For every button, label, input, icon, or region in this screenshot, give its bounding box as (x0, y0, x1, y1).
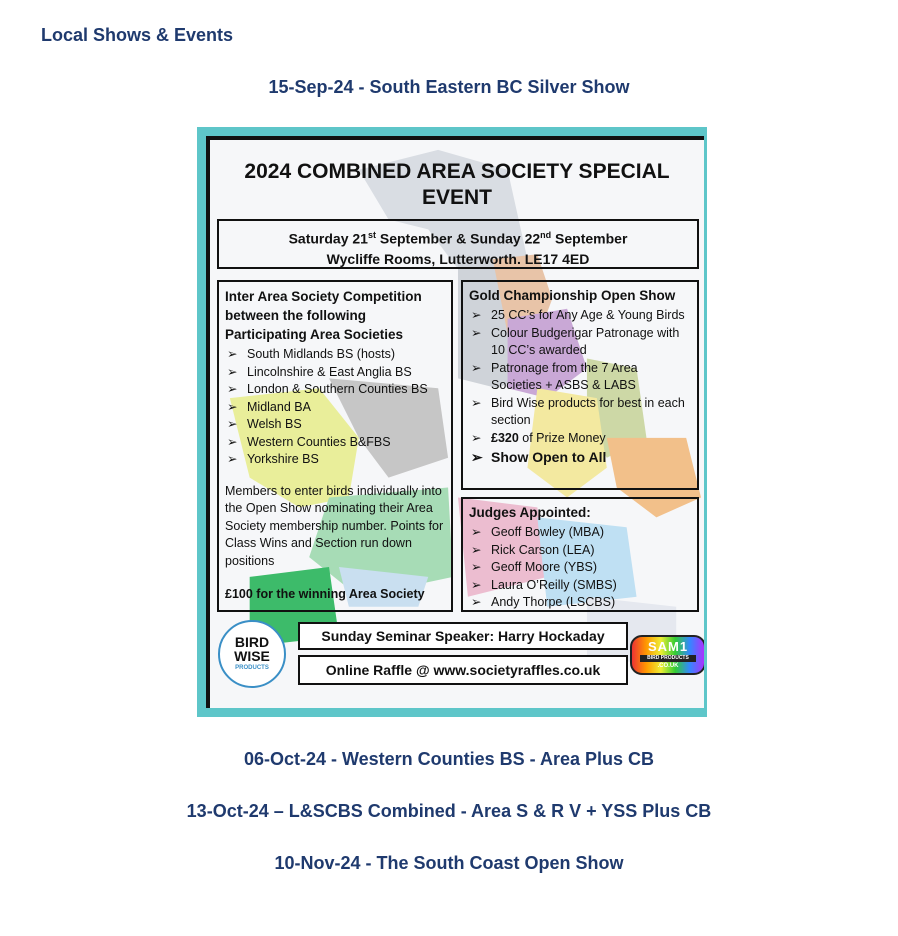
list-item: ➢ Patronage from the 7 Area Societies + ASBS & LABS (471, 360, 638, 392)
arrow-bullet-icon: ➢ (471, 595, 482, 609)
arrow-bullet-icon: ➢ (471, 525, 482, 539)
list-item: ➢ Bird Wise products for best in each section (471, 395, 685, 427)
list-item: ➢ Laura O’Reilly (SMBS) (469, 577, 691, 595)
sam1-logo: SAM1 BIRD PRODUCTS .CO.UK (630, 635, 704, 675)
list-item: ➢ London & Southern Counties BS (225, 381, 445, 399)
list-item: ➢ 25 CC’s for Any Age & Young Birds (469, 307, 691, 325)
seminar-box: Sunday Seminar Speaker: Harry Hockaday (298, 622, 628, 650)
competition-heading-1: Inter Area Society Competition (225, 289, 422, 304)
arrow-bullet-icon: ➢ (227, 347, 238, 361)
list-item: ➢ Rick Carson (LEA) (469, 542, 691, 560)
raffle-box: Online Raffle @ www.societyraffles.co.uk (298, 655, 628, 685)
birdwise-logo: BIRD WISE PRODUCTS (218, 620, 286, 688)
arrow-bullet-icon: ➢ (471, 325, 482, 340)
poster-title-line1: 2024 COMBINED AREA SOCIETY SPECIAL (244, 160, 670, 183)
event-lscbs-combined: 13-Oct-24 – L&SCBS Combined - Area S & R V + YSS Plus CB (186, 801, 712, 821)
area-society-prize: £100 for the winning Area Society (225, 587, 425, 601)
list-item: ➢ Western Counties B&FBS (225, 434, 445, 452)
championship-features-list (469, 307, 691, 467)
poster-inner (206, 136, 704, 708)
membership-paragraph: Members to enter birds individually into the Open Show nominating their Area Society membership number. Points for Class Wins and Section run down positions (225, 483, 444, 568)
arrow-bullet-icon: ➢ (471, 560, 482, 574)
inter-area-competition-box (217, 280, 453, 612)
poster-title-line2: EVENT (421, 186, 492, 209)
judges-list (469, 524, 691, 612)
arrow-bullet-icon: ➢ (471, 360, 482, 375)
event-venue: Wycliffe Rooms, Lutterworth. LE17 4ED (326, 250, 590, 267)
event-south-coast: 10-Nov-24 - The South Coast Open Show (274, 853, 624, 873)
arrow-bullet-icon: ➢ (227, 434, 238, 449)
arrow-bullet-icon: ➢ (227, 399, 238, 414)
event-poster (197, 127, 707, 717)
arrow-bullet-icon: ➢ (471, 308, 482, 322)
date-venue-box (217, 219, 699, 269)
event-western-counties: 06-Oct-24 - Western Counties BS - Area Plus CB (243, 749, 655, 769)
arrow-bullet-icon: ➢ (227, 364, 238, 379)
gold-championship-box (461, 280, 699, 490)
arrow-bullet-icon: ➢ (471, 542, 482, 557)
arrow-bullet-icon: ➢ (471, 449, 483, 465)
list-item: ➢ Geoff Bowley (MBA) (469, 524, 691, 542)
gold-championship-heading: Gold Championship Open Show (469, 288, 676, 303)
judges-heading: Judges Appointed: (469, 505, 591, 520)
event-dates: Saturday 21st September & Sunday 22nd September (288, 230, 628, 247)
arrow-bullet-icon: ➢ (227, 417, 238, 431)
list-item: ➢ Colour Budgerigar Patronage with 10 CC’s awarded (471, 325, 680, 357)
section-heading: Local Shows & Events (41, 25, 234, 45)
arrow-bullet-icon: ➢ (227, 382, 238, 396)
list-item: ➢ Yorkshire BS (225, 451, 445, 469)
judges-box (461, 497, 699, 612)
list-item: ➢ South Midlands BS (hosts) (225, 346, 445, 364)
list-item: ➢ Andy Thorpe (LSCBS) (469, 594, 691, 612)
list-item: ➢ Midland BA (225, 399, 445, 417)
competition-heading-2: between the following (225, 308, 366, 323)
list-item: ➢ Show Open to All (471, 449, 607, 465)
arrow-bullet-icon: ➢ (471, 430, 482, 445)
arrow-bullet-icon: ➢ (471, 395, 482, 410)
list-item: ➢ Lincolnshire & East Anglia BS (225, 364, 445, 382)
arrow-bullet-icon: ➢ (227, 452, 238, 466)
event-south-eastern: 15-Sep-24 - South Eastern BC Silver Show (268, 77, 630, 97)
list-item: ➢ Geoff Moore (YBS) (469, 559, 691, 577)
list-item: ➢ Welsh BS (225, 416, 445, 434)
arrow-bullet-icon: ➢ (471, 577, 482, 592)
competition-heading-3: Participating Area Societies (225, 327, 404, 342)
participating-societies-list (225, 346, 445, 469)
list-item: ➢ £320 of Prize Money (469, 430, 691, 448)
